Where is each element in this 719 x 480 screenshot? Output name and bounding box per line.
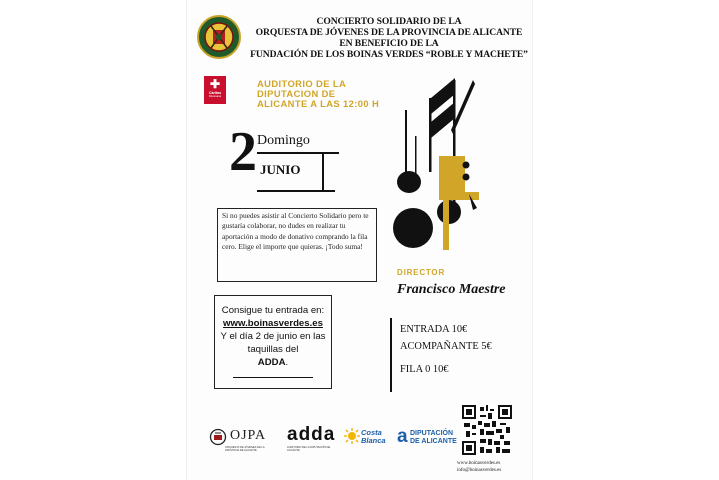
ojpa-emblem-icon (207, 428, 229, 446)
day-number: 2 (229, 121, 257, 183)
ojpa-sub: ORQUESTA DE JÓVENES DE LA PROVINCIA DE ALICANTE (225, 446, 265, 452)
caritas-logo (204, 76, 226, 104)
ticket-info-box (214, 295, 332, 389)
director-label: DIRECTOR (397, 268, 446, 277)
caritas-sub: Diocesana (208, 95, 222, 98)
title-line-1: CONCIERTO SOLIDARIO DE LA (316, 16, 462, 27)
ticket-underline (233, 377, 313, 378)
title-line-2: ORQUESTA DE JÓVENES DE LA PROVINCIA DE ALICANTE (255, 27, 523, 38)
contact-web[interactable]: www.boinasverdes.es (457, 461, 501, 466)
sun-icon (344, 428, 360, 444)
de-alicante-text: DE ALICANTE (410, 438, 457, 445)
diputacion-logo (397, 425, 459, 455)
day-name: Domingo (257, 133, 310, 148)
title-line-4: FUNDACIÓN DE LOS BOINAS VERDES “ROBLE Y MACHETE” (250, 49, 528, 60)
caritas-label: Cáritas (208, 91, 222, 95)
contact-email[interactable]: info@boinasverdes.es (457, 468, 502, 473)
price-fila: FILA 0 10€ (400, 364, 449, 375)
event-title (249, 16, 529, 60)
music-notes-icon (385, 70, 505, 270)
date-divider-v (322, 152, 324, 192)
costa-blanca-logo (344, 425, 392, 455)
poster (187, 0, 532, 480)
boinas-verdes-crest-icon (197, 12, 241, 62)
ticket-venue: ADDA (257, 357, 286, 368)
caritas-cross-icon: ✚ (209, 77, 221, 91)
contact-info (457, 460, 501, 474)
venue-line-3: ALICANTE A LAS 12:00 H (257, 98, 380, 109)
adda-text: adda (287, 424, 336, 445)
ticket-url-link[interactable]: www.boinasverdes.es (223, 318, 323, 329)
date-divider-bottom (257, 190, 335, 192)
ticket-period: . (285, 357, 289, 368)
ojpa-logo (207, 425, 277, 455)
diputacion-a-icon: a (397, 426, 408, 447)
ticket-line-1: Consigue tu entrada en: (221, 305, 325, 316)
price-bar-2 (390, 360, 392, 392)
adda-logo (285, 425, 339, 455)
price-bar-1 (390, 318, 392, 360)
price-acompanante: ACOMPAÑANTE 5€ (400, 341, 492, 352)
date-divider-h (257, 152, 339, 154)
director-name: Francisco Maestre (397, 282, 506, 297)
ojpa-text: OJPA (230, 428, 267, 443)
venue-line-2: DIPUTACION DE (257, 88, 336, 99)
venue-line-1: AUDITORIO DE LA (257, 78, 347, 89)
diputacion-text: DIPUTACIÓN (410, 430, 454, 437)
costa-text: Costa (361, 428, 382, 437)
month: JUNIO (260, 162, 301, 177)
blanca-text: Blanca (361, 436, 386, 445)
donation-note: Si no puedes asistir al Concierto Solidario pero te gustaría colaborar, no dudes en realizar tu aportación a modo de donativo comprando la fila cero. Elige el importe que quieras. ¡Todo suma! (217, 208, 377, 282)
qr-code-icon (462, 405, 512, 455)
title-line-3: EN BENEFICIO DE LA (339, 38, 439, 49)
price-list (400, 321, 492, 378)
adda-sub: AUDITORIO DE LA DIPUTACIÓN DE ALICANTE (287, 446, 331, 452)
ticket-line-2: Y el día 2 de junio en las taquillas del (220, 331, 326, 355)
price-entrada: ENTRADA 10€ (400, 324, 468, 335)
